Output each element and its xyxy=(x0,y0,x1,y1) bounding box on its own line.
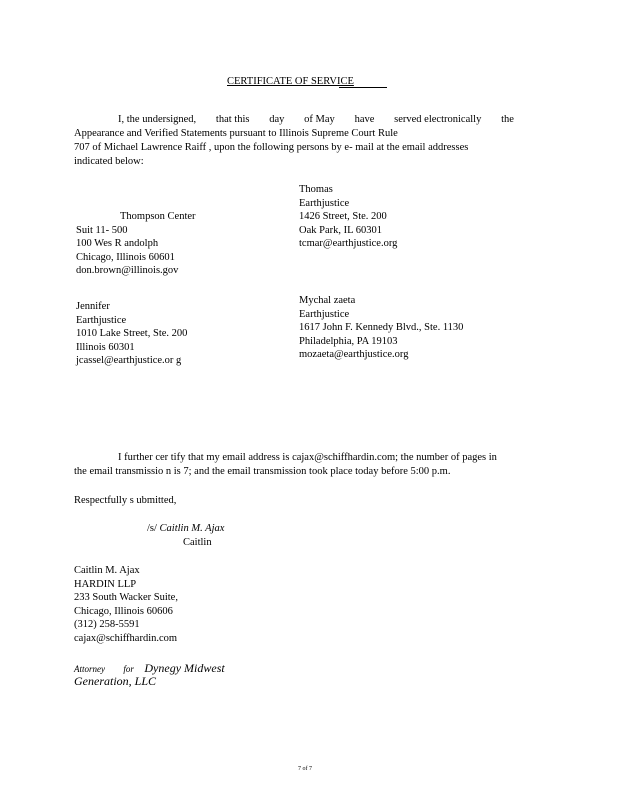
document-title: CERTIFICATE OF SERVICE xyxy=(227,76,354,87)
address-line: Mychal zaeta xyxy=(299,295,356,306)
address-line: Oak Park, IL 60301 xyxy=(299,224,383,236)
intro-text: day xyxy=(269,114,285,125)
recipient-address-block xyxy=(299,294,463,362)
intro-text: served electronically xyxy=(394,114,482,125)
signer-line: Chicago, Illinois 60606 xyxy=(74,605,173,617)
intro-line-4: indicated below: xyxy=(74,156,144,167)
attorney-label: Attorney xyxy=(74,664,105,674)
intro-text: of May xyxy=(304,114,335,125)
address-line: 100 Wes R andolph xyxy=(76,238,159,249)
electronic-signature xyxy=(147,522,224,536)
address-line: 1426 Street, Ste. 200 xyxy=(299,211,387,222)
signature-slash: /s/ xyxy=(147,523,157,534)
signer-line: 233 South Wacker Suite, xyxy=(74,592,178,603)
intro-text: have xyxy=(354,114,375,125)
address-line: Chicago, Illinois 60601 xyxy=(76,251,175,263)
recipient-email: don.brown@illinois.gov xyxy=(76,265,179,276)
address-line: Jennifer xyxy=(76,301,110,312)
recipient-email: tcmar@earthjustice.org xyxy=(299,238,398,249)
signature-name: Caitlin M. Ajax xyxy=(159,523,225,534)
address-line: Thomas xyxy=(299,184,333,195)
address-line: Suit 11- 500 xyxy=(76,224,128,236)
address-line: Philadelphia, PA 19103 xyxy=(299,335,398,347)
recipient-address-block xyxy=(76,210,196,278)
intro-line-3: 707 of Michael Lawrence Raiff , upon the following persons by e- mail at the email addresses xyxy=(74,142,469,153)
title-underline-rule xyxy=(339,87,387,88)
recipient-address-block xyxy=(76,300,187,368)
recipient-address-block xyxy=(299,183,397,251)
address-line: Earthjustice xyxy=(76,314,127,326)
certify-line-1 xyxy=(74,451,497,465)
signer-block xyxy=(74,564,178,645)
certify-text: I further cer tify that my email address is cajax@schiffhardin.com; the number of pages in xyxy=(118,452,497,463)
intro-line-2: Appearance and Verified Statements pursuant to Illinois Supreme Court Rule xyxy=(74,128,398,139)
client-name-continued: Generation, LLC xyxy=(74,674,157,688)
address-line: Earthjustice xyxy=(299,197,350,209)
page-number: 7 of 7 xyxy=(298,766,312,772)
closing-text: Respectfully s ubmitted, xyxy=(74,495,177,506)
signer-line: Caitlin M. Ajax xyxy=(74,565,140,576)
signer-email: cajax@schiffhardin.com xyxy=(74,632,178,644)
address-line: Thompson Center xyxy=(120,211,196,222)
signer-phone: (312) 258-5591 xyxy=(74,619,140,630)
intro-line-1 xyxy=(74,113,514,127)
intro-text: I, the undersigned, xyxy=(118,114,197,125)
recipient-email: jcassel@earthjustice.or g xyxy=(76,355,182,366)
intro-text: the xyxy=(501,114,514,125)
signer-line: HARDIN LLP xyxy=(74,578,137,590)
address-line: 1010 Lake Street, Ste. 200 xyxy=(76,328,188,339)
recipient-email: mozaeta@earthjustice.org xyxy=(299,349,409,360)
address-line: Illinois 60301 xyxy=(76,341,135,353)
address-line: Earthjustice xyxy=(299,308,350,320)
certify-line-2: the email transmissio n is 7; and the email transmission took place today before 5:00 p.m. xyxy=(74,466,451,477)
client-name: Dynegy Midwest xyxy=(144,661,225,675)
attorney-for-word: for xyxy=(123,664,134,674)
intro-text: that this xyxy=(215,114,250,125)
address-line: 1617 John F. Kennedy Blvd., Ste. 1130 xyxy=(299,322,464,333)
signature-under-name: Caitlin xyxy=(183,537,212,548)
